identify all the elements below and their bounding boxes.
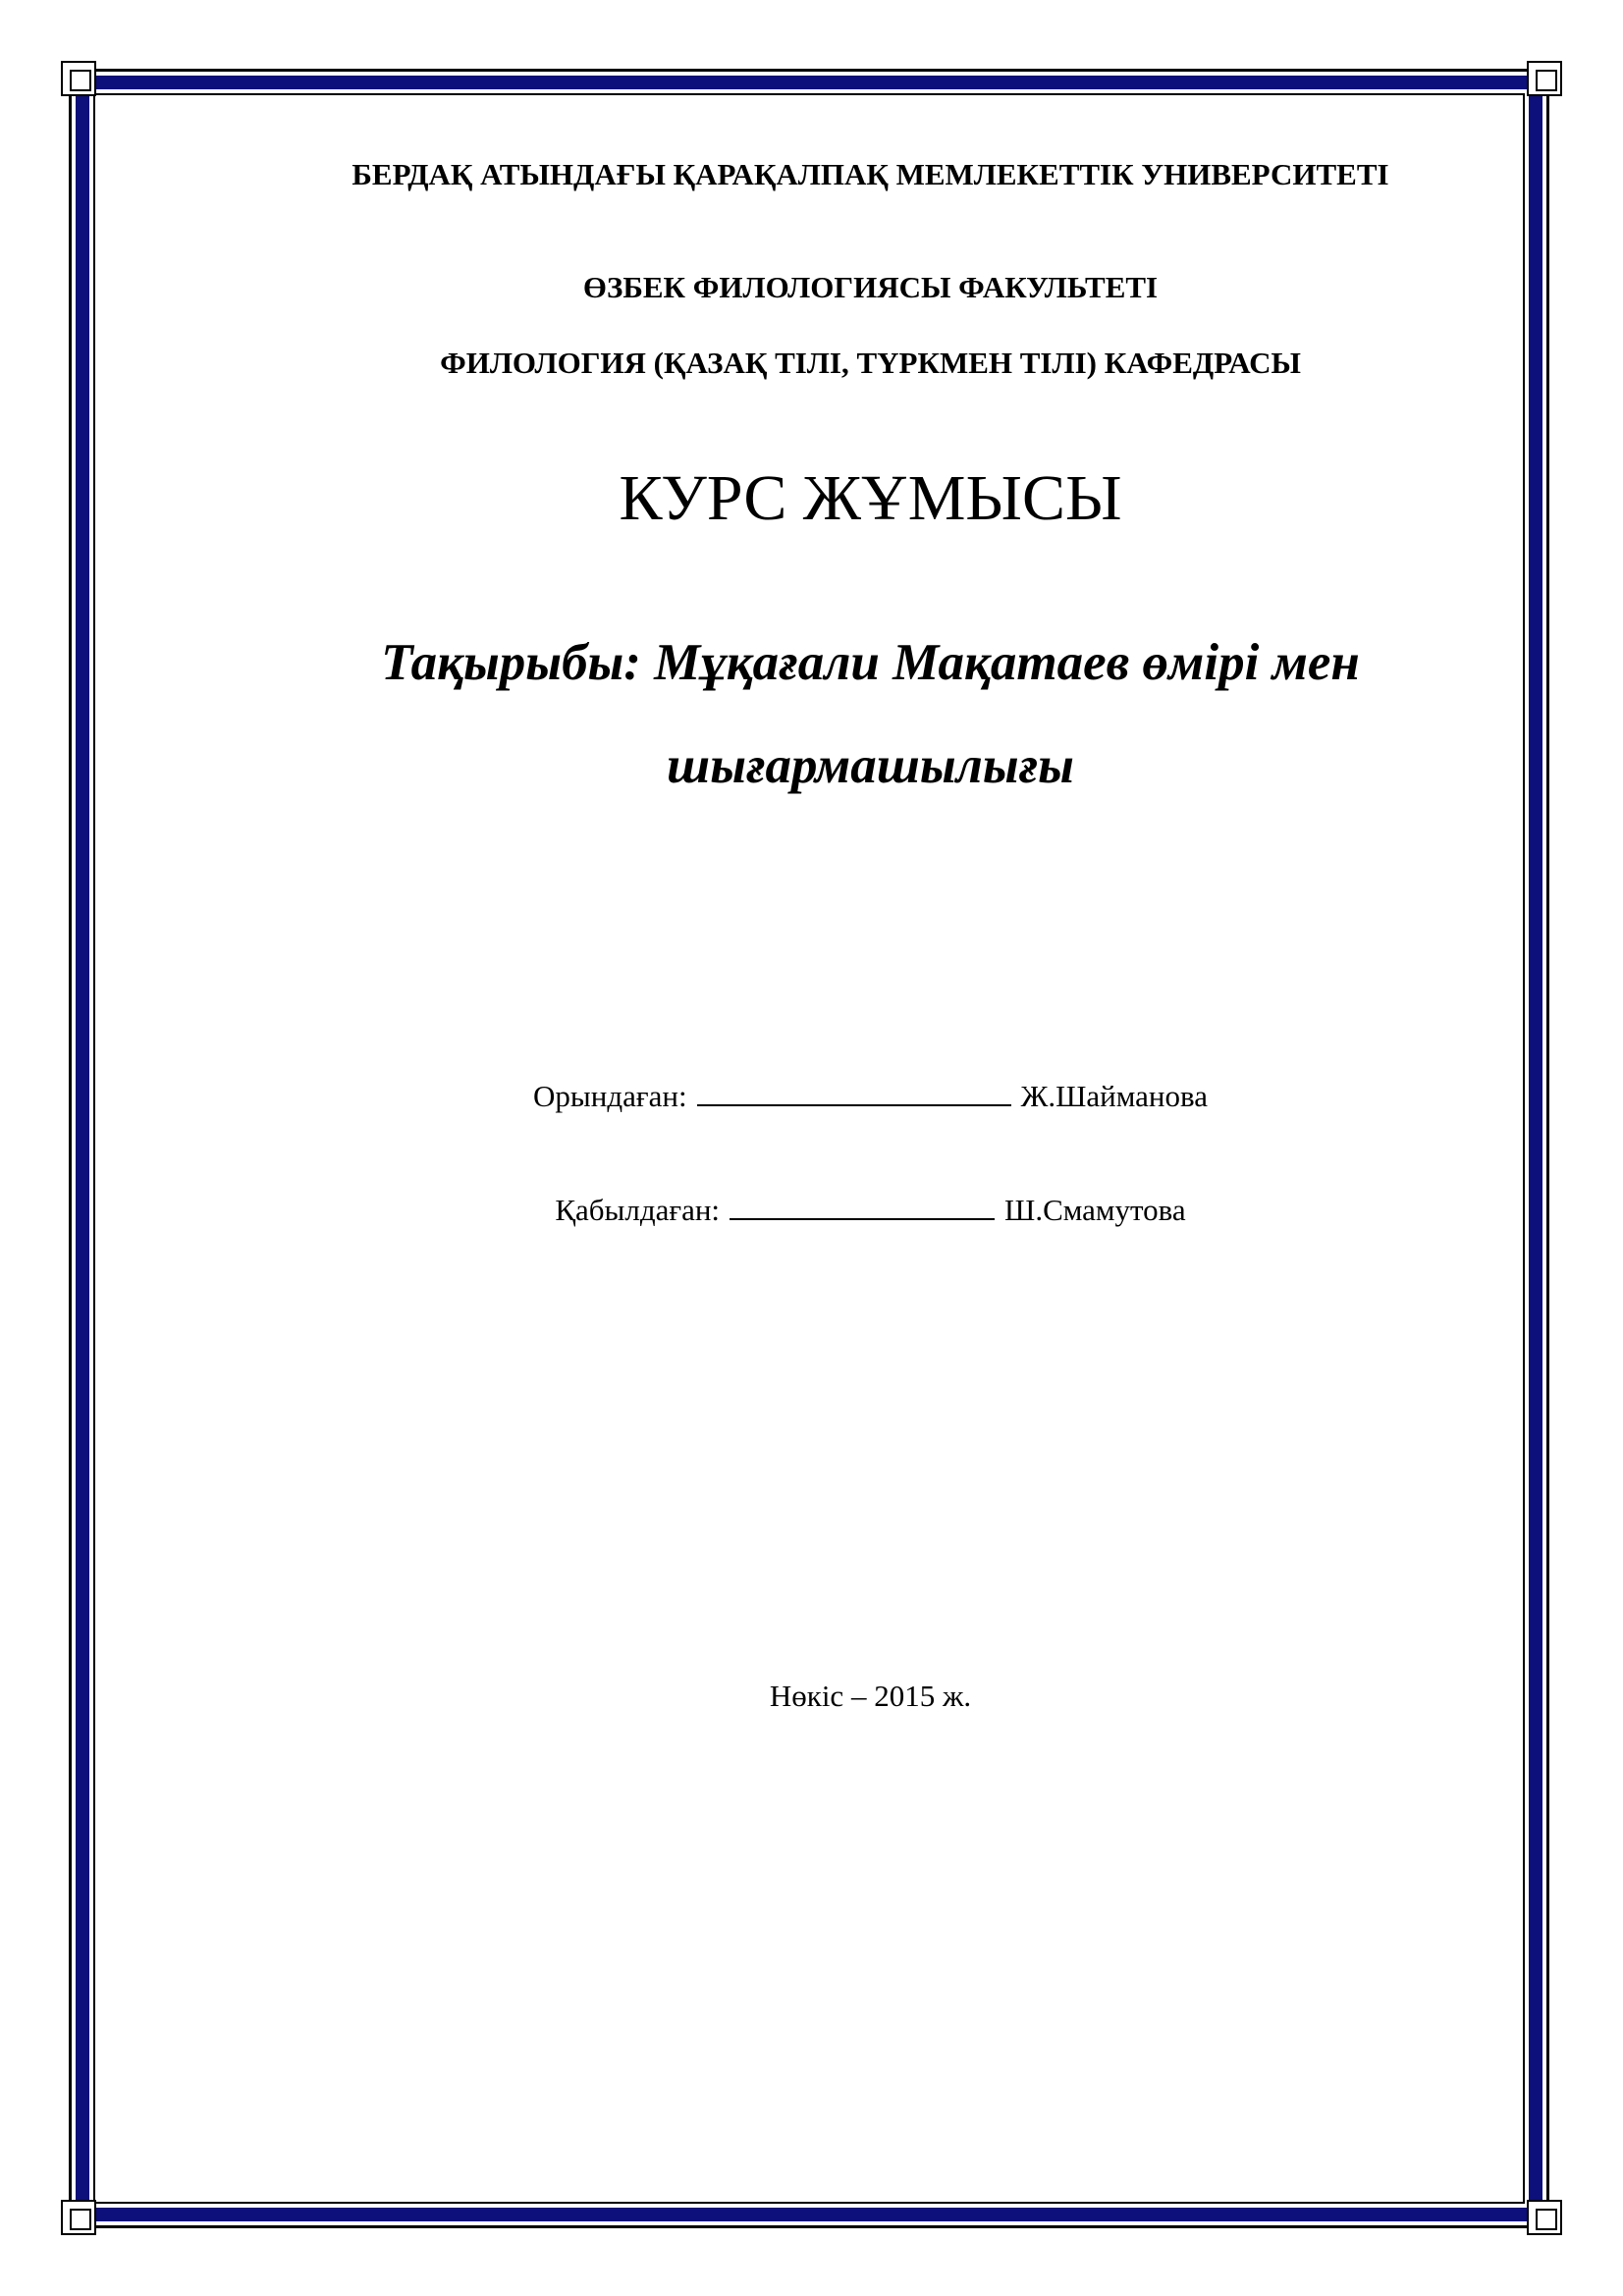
faculty-name: ӨЗБЕК ФИЛОЛОГИЯСЫ ФАКУЛЬТЕТІ	[582, 270, 1159, 304]
border-corner-ornament	[61, 61, 96, 96]
accepted-label: Қабылдаған:	[555, 1193, 721, 1227]
topic-line-2: шығармашылығы	[667, 737, 1074, 794]
performed-by-row	[0, 1077, 1623, 1114]
accepted-by-row	[0, 1191, 1623, 1228]
document-title: КУРС ЖҰМЫСЫ	[619, 462, 1122, 534]
border-corner-ornament	[1527, 2200, 1562, 2235]
signature-line	[697, 1077, 1011, 1106]
performed-name: Ж.Шайманова	[1020, 1079, 1208, 1113]
border-corner-ornament	[61, 2200, 96, 2235]
performed-label: Орындаған:	[533, 1079, 687, 1113]
university-name: БЕРДАҚ АТЫНДАҒЫ ҚАРАҚАЛПАҚ МЕМЛЕКЕТТІК УНИВЕРСИТЕТІ	[352, 157, 1389, 191]
department-name: ФИЛОЛОГИЯ (ҚАЗАҚ ТІЛІ, ТҮРКМЕН ТІЛІ) КАФЕДРАСЫ	[440, 346, 1301, 380]
topic-line-1: Тақырыбы: Мұқағали Мақатаев өмірі мен	[381, 634, 1360, 691]
signature-line	[730, 1191, 995, 1220]
accepted-name: Ш.Смамутова	[1004, 1193, 1186, 1227]
page-border-inner	[93, 93, 1525, 2204]
place-and-date: Нөкіс – 2015 ж.	[769, 1679, 972, 1713]
border-corner-ornament	[1527, 61, 1562, 96]
